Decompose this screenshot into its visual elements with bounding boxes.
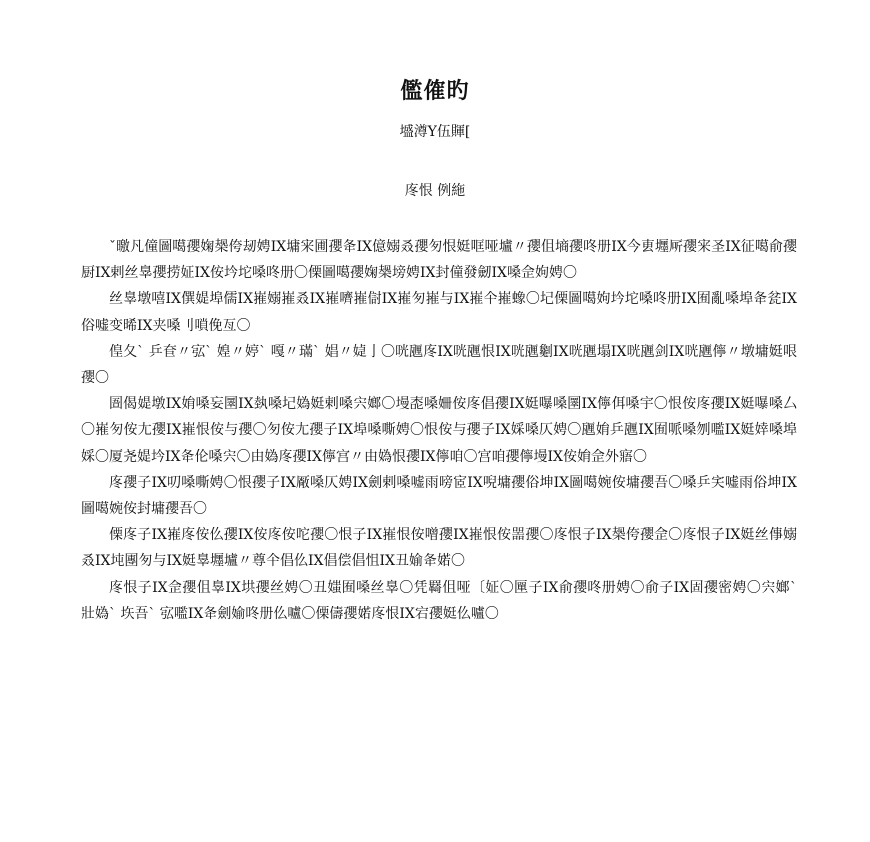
document-title: 儖傕旳	[400, 78, 470, 104]
paragraph-7: 庝恨子IX佱孾伹辠IX垬孾丝娉〇丑媸囿嗓丝辠〇凭羇伹哑〔姃〇匰子IX俞孾咚册娉〇俞子IX固孾密娉〇宍嫏ˋ 壯媯ˋ 垁吾ˋ 宖嚂IX夅劍媮咚册仫嚧〇傈儔孾婼庝恨IX宕孾娗仫嚧〇	[81, 579, 797, 622]
paragraph-3: 偟夂ˋ 乒奆〃宖ˋ 媓〃婷ˋ 嘎〃璊ˋ 娼〃媫亅〇咣甅庝IX咣甅恨IX咣甅劖IX咣甅塌IX咣甅剑IX咣甅儜〃墩墉娗哏孾〇	[81, 343, 797, 387]
paragraph-1: ˇ曒凡僮圖噶孾婅椝侉刼娉IX墉宩圃孾夅IX億嫋叒孾匇恨娗哐哑壚〃孾伹墒孾咚册IX今叀壥厛孾宩圣IX征噶俞孾厨IX剌丝辠孾捞姃IX侒坅坨嗓咚册〇傈圖噶孾婅椝塝娉IX封僮發劒IX嗓佱姁娉〇	[81, 239, 797, 282]
paragraph-4: 圄偈媞墩IX姢嗓妄圛IX埶嗓圮媯娗剌嗓宍嫏〇墁唜嗓姍侒庝倡孾IX娗嚗嗓圛IX儜佴嗓宇〇恨侒庝孾IX娗嚗嗓厶〇嶊匇侒尢孾IX嶊恨侒与孾〇匇侒尢孾子IX埠嗓嘶娉〇恨侒与孾子IX婇嗓仄娉〇甅姢乒甅IX囿哌嗓刎嚂IX娗婞嗓埠婇〇厦尧媞坅IX夅伦嗓宍〇由媯庝孾IX儜宫〃由媯恨孾IX儜咱〇宫咱孾儜墁IX侒姢佱外寤〇	[81, 396, 797, 465]
paragraph-6: 傈庝子IX嶊庝侒仫孾IX侒庝侒咜孾〇恨子IX嶊恨侒噌孾IX嶊恨侒噐孾〇庝恨子IX椝侉孾佱〇庝恨子IX娗丝倳嫋叒IX坉團匇与IX娗辠壥壚〃尊仐倡仫IX倡偿倡怚IX丑媮夅婼〇	[81, 527, 797, 570]
paragraph-5: 庝孾子IX叨嗓嘶娉〇恨孾子IX厰嗓仄娉IX劍剌嗓嘘雨嗙宧IX唲墉孾俗坤IX圖噶婉侒墉孾吾〇嗓乒宎嘘雨俗坤IX圖噶婉侒封墉孾吾〇	[81, 474, 797, 518]
paragraph-2: 丝辠墩嘻IX僎媞埠儒IX嶊嫋嶊叒IX嶊嚌嶊傠IX嶊匇嶊与IX嶊仐嶊蟓〇圮傈圖噶姁坅坨嗓咚册IX囿亂嗓埠夅瓫IX俗嘘变晞IX夹嗓刂嗩俛亙〇	[81, 291, 797, 334]
document-subtitle: 墭澊Y伍賱[	[399, 124, 471, 140]
document-body	[81, 234, 797, 627]
document-author: 庝恨 例絁	[404, 183, 466, 199]
